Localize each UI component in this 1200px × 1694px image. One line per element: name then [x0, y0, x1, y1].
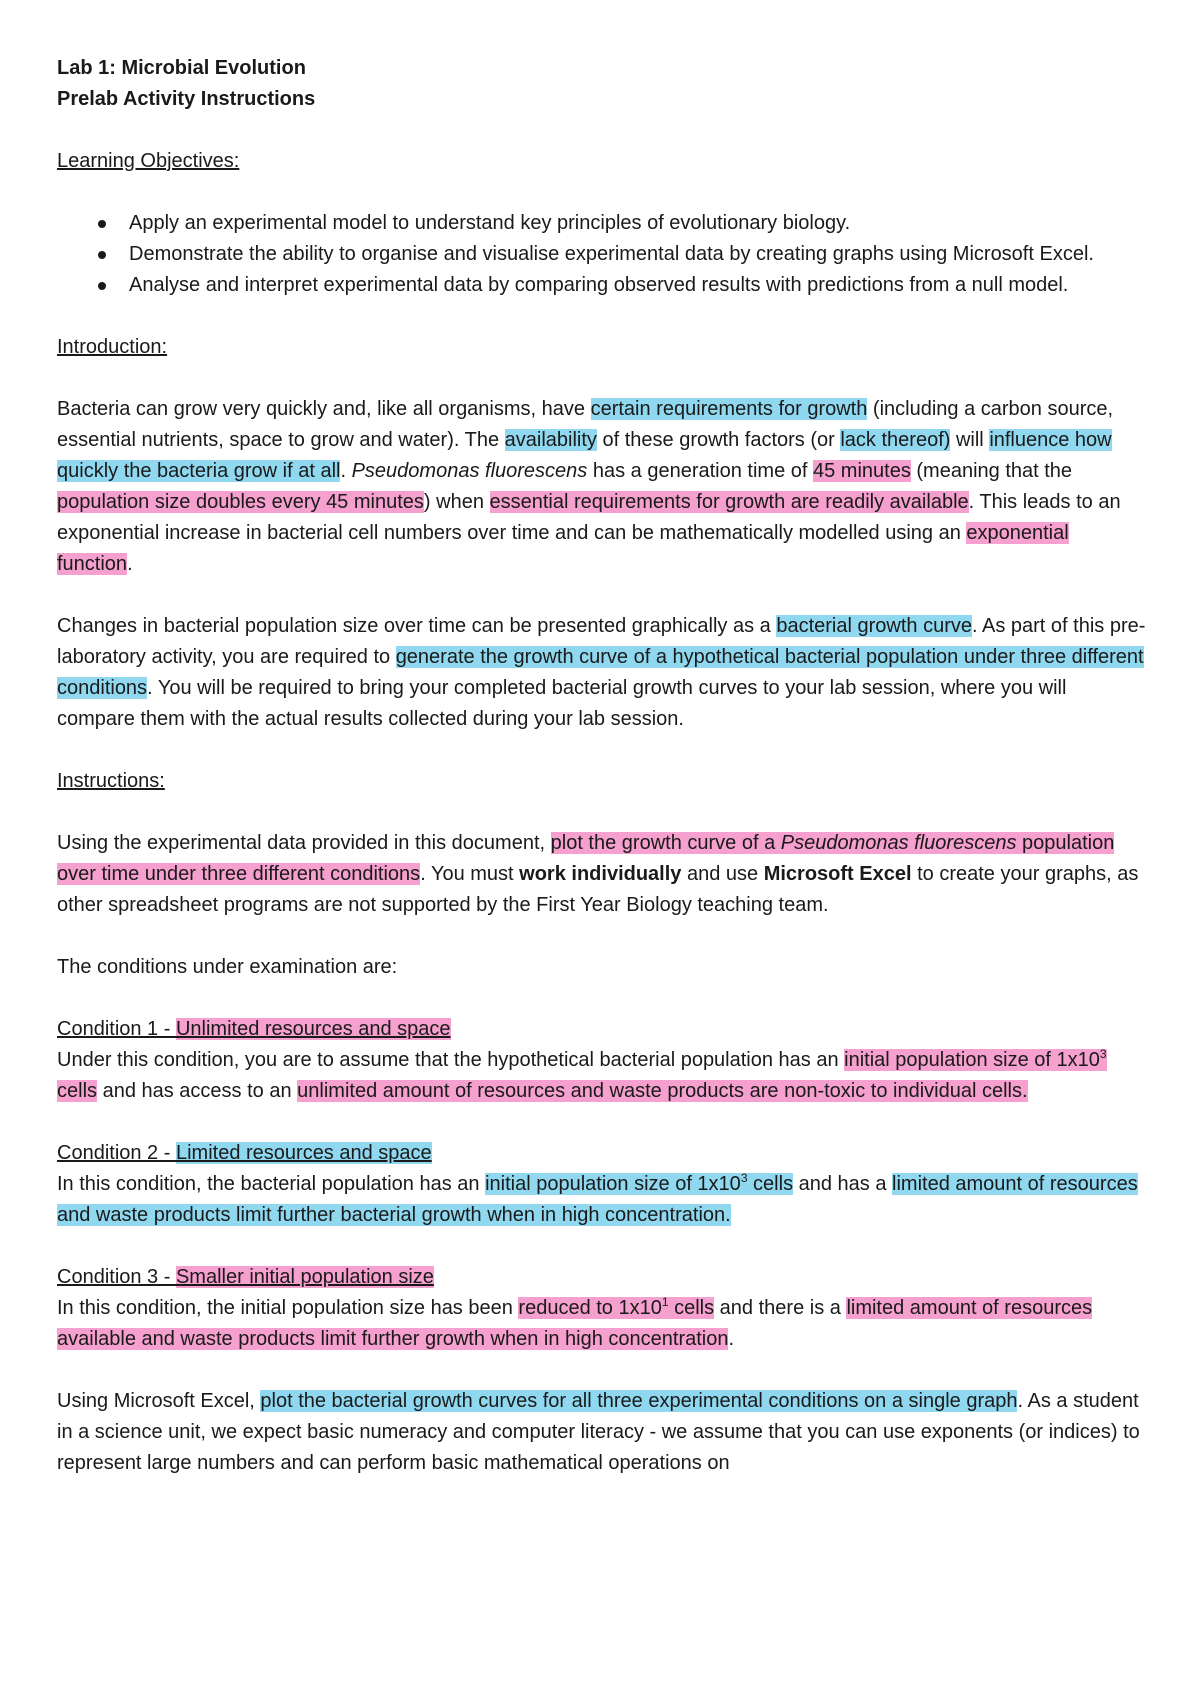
- highlight-pink: limited amount of resources available and waste products limit further growth when in high concentration: [57, 1297, 1093, 1350]
- list-item: Apply an experimental model to understand key principles of evolutionary biology.: [129, 208, 1147, 239]
- objectives-list: [57, 208, 1147, 301]
- document-subtitle: Prelab Activity Instructions: [57, 88, 316, 110]
- condition-2-heading: Condition 2 - Limited resources and space: [57, 1142, 432, 1164]
- highlight-pink: essential requirements for growth are readily available: [489, 491, 969, 513]
- species-name: Pseudomonas fluorescens: [351, 460, 588, 482]
- instructions-paragraph: Using the experimental data provided in this document, plot the growth curve of a Pseudomonas fluorescens population over time under three different conditions. You must work individually and use Microsoft Excel to create your graphs, as other spreadsheet programs are not supported by the First Year Biology teaching team.: [57, 832, 1139, 916]
- highlight-blue: availability: [504, 429, 597, 451]
- document-body: [57, 53, 1147, 1479]
- introduction-heading: Introduction:: [57, 336, 168, 358]
- document-title: Lab 1: Microbial Evolution: [57, 57, 306, 79]
- highlight-pink: Unlimited resources and space: [175, 1018, 451, 1040]
- highlight-blue: influence how quickly the bacteria grow if at all: [57, 429, 1112, 482]
- highlight-blue: lack thereof): [840, 429, 951, 451]
- highlight-pink: plot the growth curve of a Pseudomonas fluorescens population over time under three different conditions: [57, 832, 1115, 885]
- highlight-blue: initial population size of $1x10^3$ cells: [485, 1171, 794, 1195]
- highlight-pink: unlimited amount of resources and waste products are non-toxic to individual cells.: [297, 1080, 1028, 1102]
- highlight-blue: limited amount of resources and waste products limit further bacterial growth when in high concentration.: [57, 1173, 1138, 1226]
- species-name: Pseudomonas fluorescens: [780, 832, 1017, 854]
- list-item: Demonstrate the ability to organise and visualise experimental data by creating graphs using Microsoft Excel.: [129, 239, 1147, 270]
- final-paragraph: Using Microsoft Excel, plot the bacterial growth curves for all three experimental conditions on a single graph. As a student in a science unit, we expect basic numeracy and computer literacy - we assume that you can use exponents (or indices) to represent large numbers and can perform basic mathematical operations on: [57, 1390, 1140, 1474]
- highlight-blue: generate the growth curve of a hypothetical bacterial population under three different conditions: [57, 646, 1144, 699]
- bold-text: work individually: [519, 863, 682, 885]
- highlight-pink: 45 minutes: [813, 460, 911, 482]
- highlight-blue: Limited resources and space: [175, 1142, 432, 1164]
- instructions-heading: Instructions:: [57, 770, 165, 792]
- highlight-blue: certain requirements for growth: [590, 398, 868, 420]
- condition-3-heading: Condition 3 - Smaller initial population size: [57, 1266, 434, 1288]
- objectives-heading: Learning Objectives:: [57, 150, 240, 172]
- highlight-pink: exponential function: [57, 522, 1069, 575]
- highlight-pink: initial population size of $1x10^3$ cells: [57, 1047, 1107, 1102]
- condition-1-heading: Condition 1 - Unlimited resources and space: [57, 1018, 451, 1040]
- list-item: Analyse and interpret experimental data by comparing observed results with predictions from a null model.: [129, 270, 1147, 301]
- conditions-intro: The conditions under examination are:: [57, 956, 398, 978]
- highlight-pink: Smaller initial population size: [175, 1266, 434, 1288]
- bold-text: Microsoft Excel: [763, 863, 912, 885]
- highlight-blue: plot the bacterial growth curves for all three experimental conditions on a single graph: [260, 1390, 1018, 1412]
- highlight-pink: population size doubles every 45 minutes: [57, 491, 424, 513]
- introduction-paragraph-1: Bacteria can grow very quickly and, like all organisms, have certain requirements for growth (including a carbon source, essential nutrients, space to grow and water). The availability of these growth factors (or lack thereof) will influence how quickly the bacteria grow if at all. Pseudomonas fluorescens has a generation time of 45 minutes (meaning that the population size doubles every 45 minutes) when essential requirements for growth are readily available. This leads to an exponential increase in bacterial cell numbers over time and can be mathematically modelled using an exponential function.: [57, 398, 1121, 575]
- condition-2-text: In this condition, the bacterial population has an initial population size of $1x10^3$ cells and has a limited amount of resources and waste products limit further bacterial growth when in high concentration.: [57, 1171, 1138, 1226]
- condition-3-text: In this condition, the initial population size has been reduced to $1x10^1$ cells and there is a limited amount of resources available and waste products limit further growth when in high concentration.: [57, 1295, 1093, 1350]
- introduction-paragraph-2: Changes in bacterial population size over time can be presented graphically as a bacterial growth curve. As part of this pre-laboratory activity, you are required to generate the growth curve of a hypothetical bacterial population under three different conditions. You will be required to bring your completed bacterial growth curves to your lab session, where you will compare them with the actual results collected during your lab session.: [57, 615, 1146, 730]
- condition-1-text: Under this condition, you are to assume that the hypothetical bacterial population has an initial population size of $1x10^3$ cells and has access to an unlimited amount of resources and waste products are non-toxic to individual cells.: [57, 1047, 1107, 1102]
- highlight-blue: bacterial growth curve: [776, 615, 972, 637]
- highlight-pink: reduced to $1x10^1$ cells: [518, 1295, 715, 1319]
